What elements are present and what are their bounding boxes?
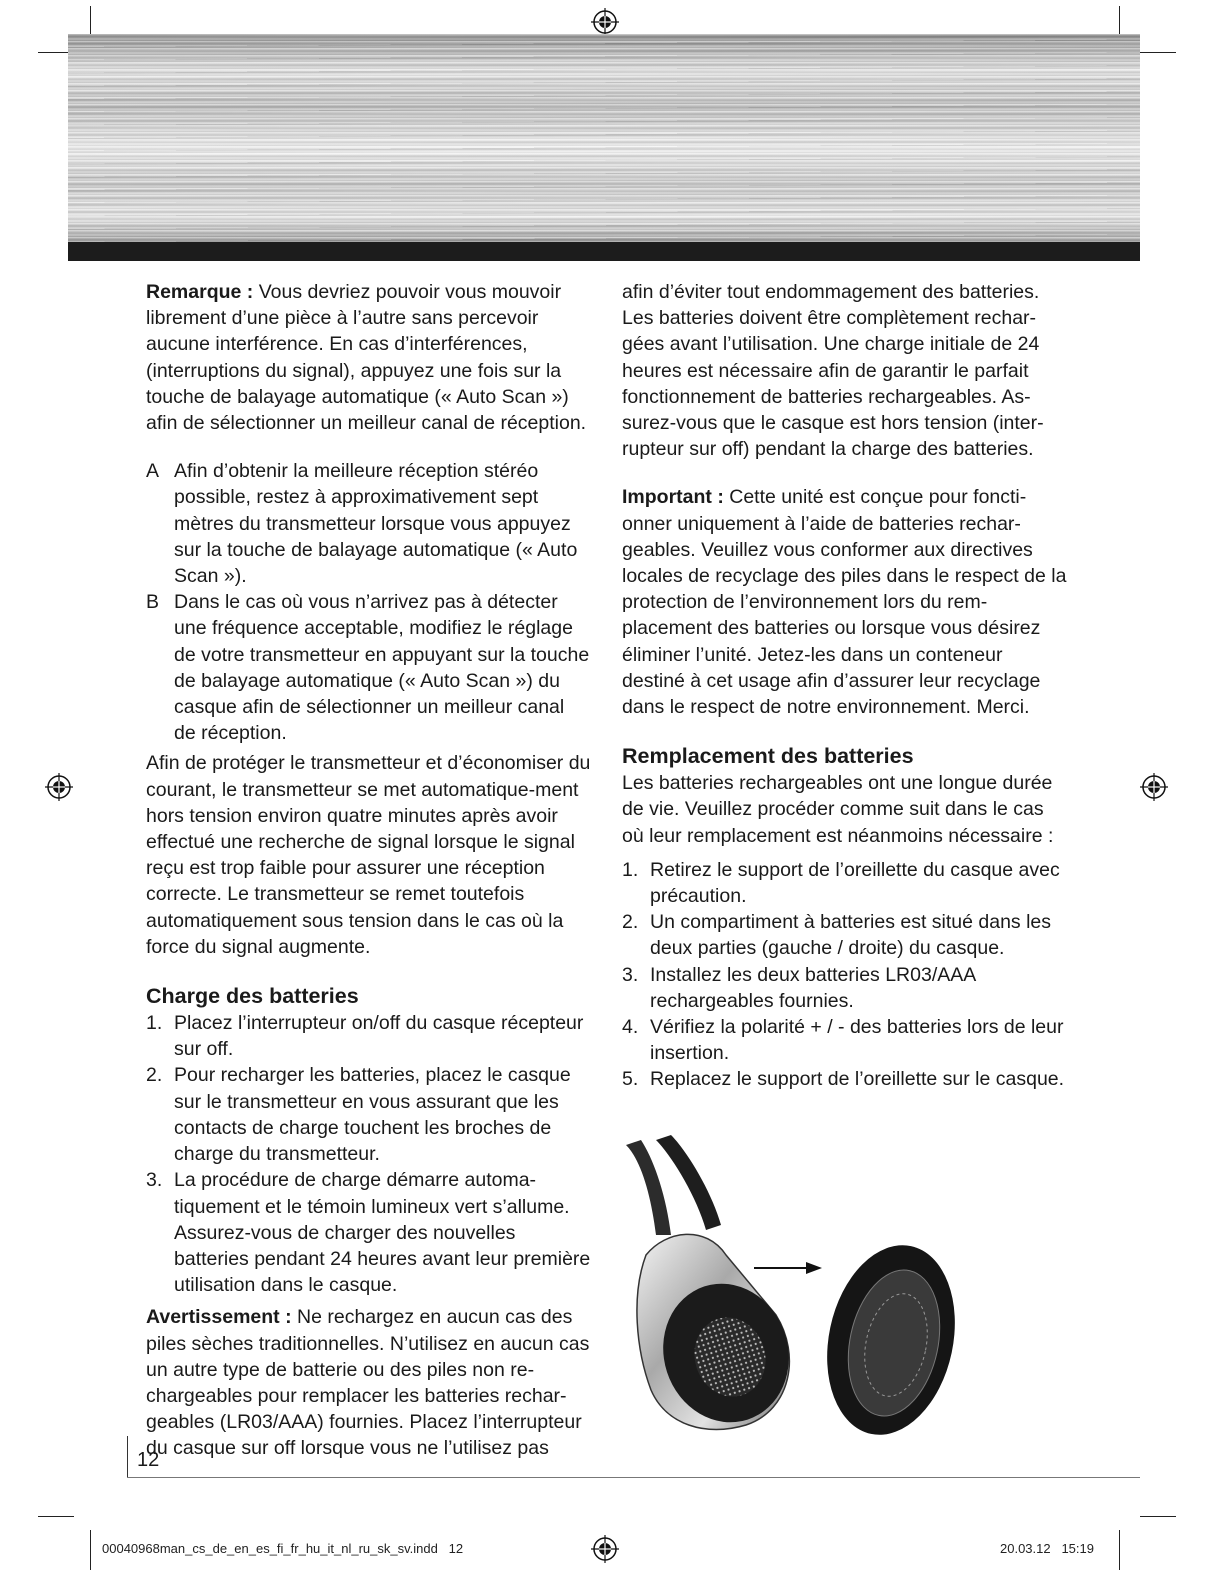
important-paragraph xyxy=(622,484,1067,720)
remarque-label: Remarque : xyxy=(146,281,254,303)
header-banner-bar xyxy=(68,242,1140,261)
registration-mark-icon xyxy=(591,1535,619,1563)
list-item-text: Pour recharger les batteries, placez le casque sur le transmetteur en vous assurant que les contacts de charge touchent les broches de charge du transmetteur. xyxy=(174,1064,571,1166)
list-marker: 3. xyxy=(146,1169,163,1192)
replace-intro: Les batteries rechargeables ont une longue durée de vie. Veuillez procéder comme suit dans le cas où leur remplacement est néanmoins nécessaire : xyxy=(622,772,1054,847)
replace-heading: Remplacement des batteries xyxy=(622,744,914,769)
list-marker: 3. xyxy=(622,963,639,986)
right-column xyxy=(622,279,1067,1093)
list-marker: 5. xyxy=(622,1068,639,1091)
list-marker: 1. xyxy=(146,1012,163,1035)
charge-heading: Charge des batteries xyxy=(146,984,359,1009)
list-item-text: Installez les deux batteries LR03/AAA rechargeables fournies. xyxy=(650,963,976,1012)
list-item xyxy=(622,1066,1067,1092)
tips-list xyxy=(146,458,591,746)
header-banner xyxy=(68,34,1140,242)
list-item xyxy=(146,1062,591,1167)
list-item-text: Dans le cas où vous n’arrivez pas à détecter une fréquence acceptable, modifiez le réglage de votre transmetteur en appuyant sur la touche de balayage automatique (« Auto Scan ») du casque afin de sélectionner un meilleur canal de réception. xyxy=(174,591,590,745)
crop-mark xyxy=(1140,1516,1176,1517)
footer-rule-horizontal xyxy=(127,1477,1140,1478)
replace-steps-list xyxy=(622,857,1067,1093)
list-item-text: Replacez le support de l’oreillette sur le casque. xyxy=(650,1068,1065,1091)
warning-label: Avertissement : xyxy=(146,1306,292,1329)
list-item xyxy=(146,589,591,746)
registration-mark-icon xyxy=(45,773,73,801)
crop-mark xyxy=(1140,52,1176,53)
file-name-slug: 00040968man_cs_de_en_es_fi_fr_hu_it_nl_ru_sk_sv.indd 12 xyxy=(102,1541,464,1556)
list-item-text: Vérifiez la polarité + / - des batteries lors de leur insertion. xyxy=(650,1016,1064,1065)
crop-mark xyxy=(1119,1530,1120,1570)
important-label: Important : xyxy=(622,486,724,509)
crop-mark xyxy=(38,1516,74,1517)
list-item xyxy=(622,857,1067,909)
list-item-text: Placez l’interrupteur on/off du casque récepteur sur off. xyxy=(174,1012,584,1061)
list-item-text: Retirez le support de l’oreillette du casque avec précaution. xyxy=(650,858,1060,908)
warning-paragraph xyxy=(146,1304,591,1461)
list-item xyxy=(622,1014,1067,1066)
continued-paragraph: afin d’éviter tout endommagement des batteries. Les batteries doivent être complètement rechar-gées avant l’utilisation. Une charge initiale de 24 heures est nécessaire afin de garantir le parfait fonctionnement de batteries rechargeables. As-surez-vous que le casque est hors tension (inter-rupteur sur off) pendant la charge des batteries. xyxy=(622,281,1044,461)
list-marker: 2. xyxy=(622,911,639,934)
list-item-text: Afin d’obtenir la meilleure réception stéréo possible, restez à approximativement sept mètres du transmetteur lorsque vous appuyez sur la touche de balayage automatique (« Auto Scan »). xyxy=(174,460,578,588)
charge-steps-list xyxy=(146,1010,591,1298)
registration-mark-icon xyxy=(1140,773,1168,801)
list-item xyxy=(622,962,1067,1014)
headphone-earcup-illustration xyxy=(626,1135,956,1440)
remarque-paragraph xyxy=(146,279,591,436)
auto-off-paragraph: Afin de protéger le transmetteur et d’économiser du courant, le transmetteur se met automatique-ment hors tension environ quatre minutes après avoir effectué une recherche de signal lorsque le signal reçu est trop faible pour assurer une réception correcte. Le transmetteur se remet toutefois automatiquement sous tension dans le cas où la force du signal augmente. xyxy=(146,752,591,958)
crop-mark xyxy=(90,1530,91,1570)
list-marker: 2. xyxy=(146,1064,163,1087)
list-marker: 4. xyxy=(622,1016,639,1039)
list-item xyxy=(622,909,1067,961)
list-item xyxy=(146,1167,591,1298)
list-item xyxy=(146,458,591,589)
list-marker: 1. xyxy=(622,858,639,881)
page-number: 12 xyxy=(137,1449,160,1471)
left-column xyxy=(146,279,591,1462)
remarque-text: Vous devriez pouvoir vous mouvoir librement d’une pièce à l’autre sans percevoir aucune interférence. En cas d’interférences, (interruptions du signal), appuyez une fois sur la touche de balayage automatique (« Auto Scan ») afin de sélectionner un meilleur canal de réception. xyxy=(146,281,587,435)
list-item xyxy=(146,1010,591,1062)
list-item-text: La procédure de charge démarre automa-tiquement et le témoin lumineux vert s’allume. Assurez-vous de charger des nouvelles batteries pendant 24 heures avant leur première utilisation dans le casque. xyxy=(174,1169,591,1297)
list-item-text: Un compartiment à batteries est situé dans les deux parties (gauche / droite) du casque. xyxy=(650,911,1052,960)
list-marker: A xyxy=(146,460,160,483)
warning-text: Ne rechargez en aucun cas des piles sèches traditionnelles. N’utilisez en aucun cas un autre type de batterie ou des piles non re-chargeables pour remplacer les batteries rechar-geables (LR03/AAA) fournies. Placez l’interrupteur du casque sur off lorsque vous ne l’utilisez pas xyxy=(146,1306,590,1460)
footer-rule-vertical xyxy=(127,1436,128,1478)
important-text: Cette unité est conçue pour foncti-onner uniquement à l’aide de batteries rechar-geables. Veuillez vous conformer aux directives locales de recyclage des piles dans le respect de la protection de l’environnement lors du rem-placement des batteries ou lorsque vous désirez éliminer l’unité. Jetez-les dans un conteneur destiné à cet usage afin d’assurer leur recyclage dans le respect de notre environnement. Merci. xyxy=(622,486,1067,719)
registration-mark-icon xyxy=(591,8,619,36)
timestamp-slug: 20.03.12 15:19 xyxy=(1000,1541,1094,1556)
list-marker: B xyxy=(146,591,160,614)
